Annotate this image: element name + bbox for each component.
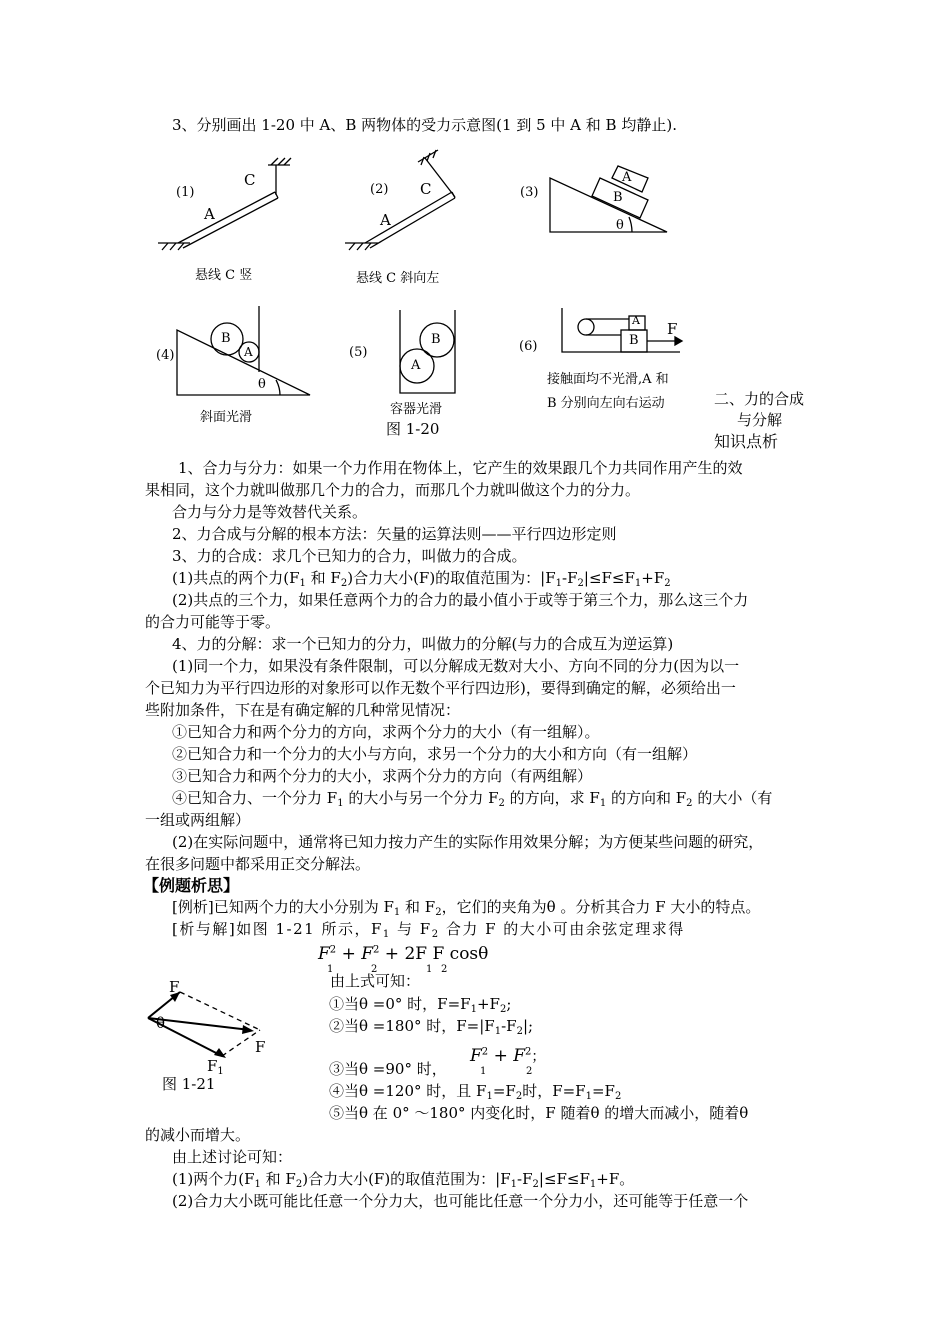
theta-4: θ bbox=[258, 377, 266, 392]
result-3-sub-2: 2 bbox=[526, 1066, 533, 1077]
para-4-2a: (2)在实际问题中，通常将已知力按力产生的实际作用效果分解；为方便某些问题的研究， bbox=[172, 833, 764, 851]
fig21-f2-label: F bbox=[169, 978, 180, 996]
formula-sub-3: 1 bbox=[426, 964, 433, 975]
case-3: ③已知合力和两个分力的大小，求两个分力的方向（有两组解） bbox=[172, 767, 593, 785]
label-b-3: B bbox=[613, 190, 623, 205]
label-b-4: B bbox=[221, 331, 231, 346]
result-3-sub-1: 1 bbox=[480, 1066, 487, 1077]
theta-3: θ bbox=[616, 218, 624, 233]
case-1: ①已知合力和两个分力的方向，求两个分力的大小（有一组解）。 bbox=[172, 723, 600, 741]
para-3: 3、力的合成：求几个已知力的合力，叫做力的合成。 bbox=[172, 547, 527, 565]
figure-1-21-title: 图 1-21 bbox=[162, 1075, 216, 1093]
case-2: ②已知合力和一个分力的大小与方向，求另一个分力的大小和方向（有一组解） bbox=[172, 745, 698, 763]
label-a-3: A bbox=[622, 170, 632, 185]
result-3: ③当θ =90° 时， bbox=[329, 1060, 447, 1078]
diagram-6-number: (6) bbox=[519, 339, 538, 354]
summary: 由上述讨论可知： bbox=[172, 1148, 293, 1166]
para-4-1b: 个已知力为平行四边形的对象形可以作无数个平行四边形)，要得到确定的解，必须给出一 bbox=[145, 679, 736, 697]
para-3-2b: 的合力可能等于零。 bbox=[145, 613, 281, 631]
para-4-1c: 些附加条件，下在是有确定解的几种常见情况： bbox=[145, 701, 461, 719]
example-analysis: [析与解]如图 1-21 所示，$F_1$ 与 $F_2$ 合力 F 的大小可由余弦定理求得 bbox=[172, 920, 685, 940]
caption-6b: B 分别向左向右运动 bbox=[547, 396, 665, 411]
from-above: 由上式可知： bbox=[330, 972, 421, 990]
diagram-2-number: (2) bbox=[370, 182, 389, 197]
result-5a: ⑤当θ 在 0° ～180° 内变化时，F 随着θ 的增大而减小，随着θ bbox=[329, 1104, 749, 1122]
example-statement: [例析]已知两个力的大小分别为 $F_1$ 和 $F_2$，它们的夹角为θ 。分析其合力 F 大小的特点。 bbox=[172, 898, 761, 918]
result-3-formula: $F^2 + F^2$； bbox=[470, 1046, 546, 1066]
question-3: 3、分别画出 1-20 中 A、B 两物体的受力示意图(1 到 5 中 A 和 B 均静止). bbox=[172, 116, 677, 134]
para-3-1: (1)共点的两个力($F_1$ 和 $F_2$)合力大小(F)的取值范围为：$|F_1-F_2|\le F\le F_1+F_2$ bbox=[172, 569, 671, 589]
diagram-4-number: (4) bbox=[156, 348, 175, 363]
figure-1-20-title: 图 1-20 bbox=[386, 420, 440, 438]
para-1b: 果相同，这个力就叫做那几个力的合力，而那几个力就叫做这个力的分力。 bbox=[145, 481, 641, 499]
para-2: 2、力合成与分解的根本方法：矢量的运算法则——平行四边形定则 bbox=[172, 525, 617, 543]
case-4b: 一组或两组解） bbox=[145, 811, 251, 829]
formula-sub-1: 1 bbox=[327, 964, 334, 975]
para-3-2a: (2)共点的三个力，如果任意两个力的合力的最小值小于或等于第三个力，那么这三个力 bbox=[172, 591, 749, 609]
formula-sub-2: 2 bbox=[371, 964, 378, 975]
diagram-5-number: (5) bbox=[349, 345, 368, 360]
fig21-theta: θ bbox=[156, 1014, 166, 1032]
label-b-5: B bbox=[431, 332, 441, 347]
case-4: ④已知合力、一个分力 $F_1$ 的大小与另一个分力 $F_2$ 的方向，求 $F_1$ 的方向和 $F_2$ 的大小（有 bbox=[172, 789, 773, 809]
section-heading-line1: 二、力的合成 bbox=[714, 390, 805, 408]
para-4: 4、力的分解：求一个已知力的分力，叫做力的分解(与力的合成互为逆运算) bbox=[172, 635, 674, 653]
cosine-formula: $F^2 + F^2 + 2F$ F cosθ bbox=[318, 944, 489, 964]
result-5b: 的减小而增大。 bbox=[145, 1126, 251, 1144]
formula-sub-4: 2 bbox=[441, 964, 448, 975]
caption-6a: 接触面均不光滑,A 和 bbox=[547, 372, 669, 387]
label-a-4: A bbox=[244, 345, 253, 359]
label-c-1: C bbox=[244, 171, 256, 189]
caption-1: 悬线 C 竖 bbox=[195, 268, 253, 283]
section-heading-line3: 知识点析 bbox=[714, 432, 779, 451]
caption-4: 斜面光滑 bbox=[200, 410, 253, 425]
fig21-f1-label: $F_1$ bbox=[207, 1057, 224, 1077]
summary-2: (2)合力大小既可能比任意一个分力大，也可能比任意一个分力小，还可能等于任意一个 bbox=[172, 1192, 749, 1210]
diagram-1-number: (1) bbox=[176, 185, 195, 200]
label-a-6: A bbox=[632, 314, 640, 327]
label-a-5: A bbox=[411, 358, 421, 373]
para-4-1a: (1)同一个力，如果没有条件限制，可以分解成无数对大小、方向不同的分力(因为以一 bbox=[172, 657, 740, 675]
result-4: ④当θ =120° 时，且 $F_1=F_2$时，$F=F_1=F_2$ bbox=[329, 1082, 622, 1102]
caption-5: 容器光滑 bbox=[390, 402, 443, 417]
result-1: ①当θ =0° 时，$F=F_1+F_2$; bbox=[329, 995, 512, 1015]
caption-2: 悬线 C 斜向左 bbox=[356, 271, 440, 286]
example-heading: 【例题析思】 bbox=[143, 876, 240, 895]
label-f-6: F bbox=[667, 320, 678, 338]
label-a-2: A bbox=[380, 211, 391, 229]
summary-1: (1)两个力($F_1$ 和 $F_2$)合力大小(F)的取值范围为：$|F_1-F_2|\le F\le F_1+F$。 bbox=[172, 1170, 635, 1190]
label-b-6: B bbox=[629, 333, 639, 348]
label-a-1: A bbox=[204, 205, 215, 223]
fig21-f-label: F bbox=[255, 1038, 266, 1056]
result-2: ②当θ =180° 时，$F=|F_1-F_2|$; bbox=[329, 1017, 534, 1037]
para-1a: 1、合力与分力：如果一个力作用在物体上，它产生的效果跟几个力共同作用产生的效 bbox=[178, 459, 743, 477]
para-4-2b: 在很多问题中都采用正交分解法。 bbox=[145, 855, 371, 873]
label-c-2: C bbox=[420, 180, 432, 198]
section-heading-line2: 与分解 bbox=[737, 411, 783, 429]
para-1c: 合力与分力是等效替代关系。 bbox=[172, 503, 368, 521]
diagram-3-number: (3) bbox=[520, 185, 539, 200]
